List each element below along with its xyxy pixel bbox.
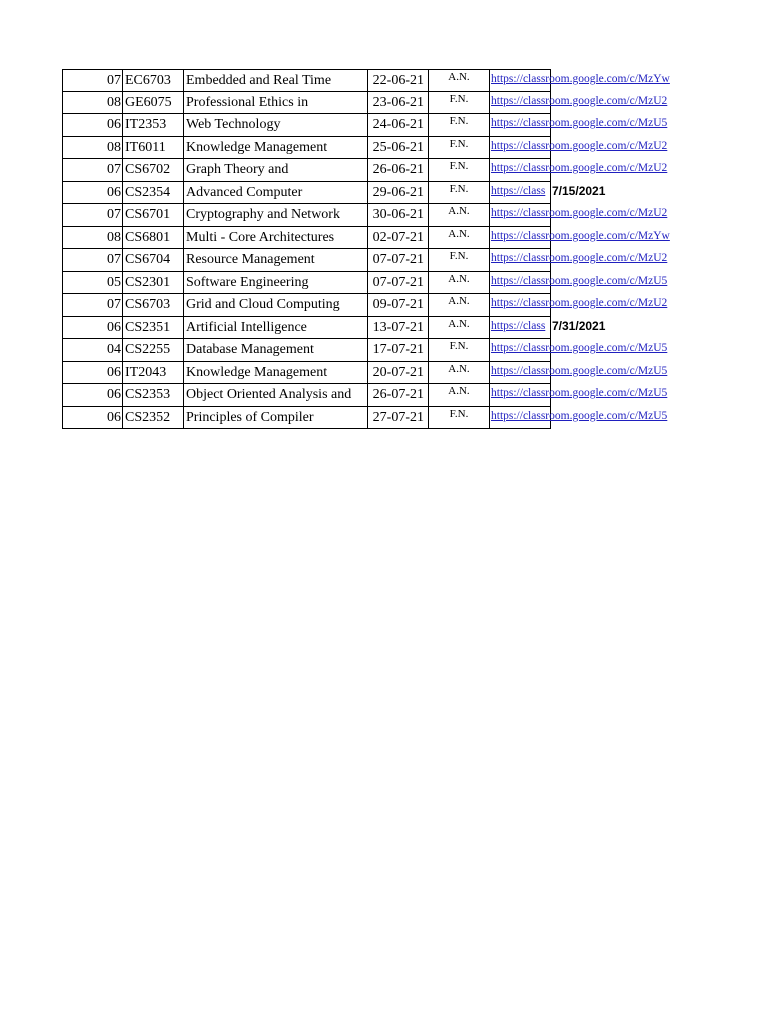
classroom-link[interactable]: https://classroom.google.com/c/MzYw bbox=[491, 229, 670, 242]
course-code-cell: CS6701 bbox=[123, 204, 184, 227]
classroom-link-cell bbox=[490, 114, 668, 137]
course-title-cell: Knowledge Management bbox=[184, 137, 368, 160]
due-date-overlay: 7/15/2021 bbox=[551, 182, 605, 201]
course-code-cell: EC6703 bbox=[123, 69, 184, 92]
classroom-link[interactable]: https://classroom.google.com/c/MzU5 bbox=[491, 117, 668, 129]
course-title-cell: Graph Theory and bbox=[184, 159, 368, 182]
course-code-cell: IT2043 bbox=[123, 362, 184, 385]
exam-date-cell: 20-07-21 bbox=[368, 362, 429, 385]
table-row bbox=[62, 204, 702, 227]
session-cell: F.N. bbox=[429, 159, 490, 182]
course-code-cell: CS6703 bbox=[123, 294, 184, 317]
semester-cell: 07 bbox=[62, 294, 123, 317]
semester-cell: 08 bbox=[62, 137, 123, 160]
table-row bbox=[62, 182, 702, 205]
classroom-link[interactable]: https://classroom.google.com/c/MzU2 bbox=[491, 94, 668, 107]
course-title-cell: Advanced Computer bbox=[184, 182, 368, 205]
classroom-link-cell bbox=[490, 182, 551, 205]
semester-cell: 06 bbox=[62, 362, 123, 385]
exam-date-cell: 26-07-21 bbox=[368, 384, 429, 407]
table-row bbox=[62, 384, 702, 407]
session-cell: A.N. bbox=[429, 272, 490, 295]
classroom-link[interactable]: https://classroom.google.com/c/MzU2 bbox=[491, 297, 668, 309]
course-code-cell: CS6801 bbox=[123, 227, 184, 250]
semester-cell: 07 bbox=[62, 204, 123, 227]
course-title-cell: Resource Management bbox=[184, 249, 368, 272]
session-cell: A.N. bbox=[429, 384, 490, 407]
classroom-link[interactable]: https://classroom.google.com/c/MzU5 bbox=[491, 364, 668, 377]
classroom-link[interactable]: https://classroom.google.com/c/MzU5 bbox=[491, 342, 668, 354]
classroom-link[interactable]: https://classroom.google.com/c/MzU5 bbox=[491, 409, 668, 422]
classroom-link-cell bbox=[490, 204, 668, 227]
exam-date-cell: 09-07-21 bbox=[368, 294, 429, 317]
semester-cell: 07 bbox=[62, 249, 123, 272]
exam-date-cell: 17-07-21 bbox=[368, 339, 429, 362]
semester-cell: 06 bbox=[62, 384, 123, 407]
course-title-cell: Principles of Compiler bbox=[184, 407, 368, 430]
session-cell: A.N. bbox=[429, 362, 490, 385]
exam-date-cell: 27-07-21 bbox=[368, 407, 429, 430]
semester-cell: 06 bbox=[62, 407, 123, 430]
course-code-cell: CS2351 bbox=[123, 317, 184, 340]
exam-date-cell: 07-07-21 bbox=[368, 249, 429, 272]
session-cell: F.N. bbox=[429, 249, 490, 272]
classroom-link-cell bbox=[490, 407, 668, 430]
course-title-cell: Embedded and Real Time bbox=[184, 69, 368, 92]
semester-cell: 04 bbox=[62, 339, 123, 362]
exam-date-cell: 22-06-21 bbox=[368, 69, 429, 92]
table-row bbox=[62, 159, 702, 182]
exam-schedule-table bbox=[62, 69, 702, 429]
exam-date-cell: 30-06-21 bbox=[368, 204, 429, 227]
classroom-link[interactable]: https://class bbox=[491, 184, 546, 197]
course-code-cell: CS2353 bbox=[123, 384, 184, 407]
exam-date-cell: 13-07-21 bbox=[368, 317, 429, 340]
classroom-link-cell bbox=[490, 384, 668, 407]
table-row bbox=[62, 92, 702, 115]
course-title-cell: Web Technology bbox=[184, 114, 368, 137]
course-code-cell: CS6702 bbox=[123, 159, 184, 182]
course-code-cell: CS2352 bbox=[123, 407, 184, 430]
classroom-link-cell bbox=[490, 294, 668, 317]
exam-date-cell: 25-06-21 bbox=[368, 137, 429, 160]
course-title-cell: Software Engineering bbox=[184, 272, 368, 295]
classroom-link-cell bbox=[490, 249, 668, 272]
semester-cell: 08 bbox=[62, 92, 123, 115]
exam-date-cell: 24-06-21 bbox=[368, 114, 429, 137]
session-cell: A.N. bbox=[429, 69, 490, 92]
table-row bbox=[62, 294, 702, 317]
session-cell: A.N. bbox=[429, 204, 490, 227]
classroom-link-cell bbox=[490, 159, 668, 182]
course-title-cell: Professional Ethics in bbox=[184, 92, 368, 115]
table-row bbox=[62, 249, 702, 272]
semester-cell: 07 bbox=[62, 69, 123, 92]
session-cell: F.N. bbox=[429, 339, 490, 362]
classroom-link-cell bbox=[490, 362, 668, 385]
course-title-cell: Grid and Cloud Computing bbox=[184, 294, 368, 317]
classroom-link[interactable]: https://classroom.google.com/c/MzU5 bbox=[491, 274, 668, 287]
exam-date-cell: 07-07-21 bbox=[368, 272, 429, 295]
table-row bbox=[62, 362, 702, 385]
session-cell: F.N. bbox=[429, 407, 490, 430]
exam-date-cell: 26-06-21 bbox=[368, 159, 429, 182]
course-code-cell: IT6011 bbox=[123, 137, 184, 160]
course-title-cell: Database Management bbox=[184, 339, 368, 362]
table-row bbox=[62, 407, 702, 430]
classroom-link[interactable]: https://classroom.google.com/c/MzU2 bbox=[491, 139, 668, 152]
classroom-link[interactable]: https://classroom.google.com/c/MzU2 bbox=[491, 252, 668, 264]
semester-cell: 06 bbox=[62, 114, 123, 137]
exam-date-cell: 23-06-21 bbox=[368, 92, 429, 115]
session-cell: A.N. bbox=[429, 227, 490, 250]
classroom-link[interactable]: https://class bbox=[491, 319, 546, 332]
session-cell: A.N. bbox=[429, 317, 490, 340]
classroom-link-cell bbox=[490, 339, 668, 362]
session-cell: F.N. bbox=[429, 92, 490, 115]
table-row bbox=[62, 317, 702, 340]
semester-cell: 06 bbox=[62, 182, 123, 205]
course-code-cell: CS2354 bbox=[123, 182, 184, 205]
exam-date-cell: 02-07-21 bbox=[368, 227, 429, 250]
semester-cell: 06 bbox=[62, 317, 123, 340]
course-code-cell: CS2255 bbox=[123, 339, 184, 362]
session-cell: A.N. bbox=[429, 294, 490, 317]
table-row bbox=[62, 272, 702, 295]
classroom-link-cell bbox=[490, 227, 670, 250]
course-code-cell: CS2301 bbox=[123, 272, 184, 295]
classroom-link-cell bbox=[490, 92, 668, 115]
table-row bbox=[62, 227, 702, 250]
course-title-cell: Artificial Intelligence bbox=[184, 317, 368, 340]
course-code-cell: IT2353 bbox=[123, 114, 184, 137]
classroom-link-cell bbox=[490, 137, 668, 160]
classroom-link[interactable]: https://classroom.google.com/c/MzYw bbox=[491, 73, 670, 85]
semester-cell: 07 bbox=[62, 159, 123, 182]
classroom-link-cell bbox=[490, 317, 551, 340]
classroom-link-cell bbox=[490, 69, 670, 92]
course-title-cell: Multi - Core Architectures bbox=[184, 227, 368, 250]
classroom-link-cell bbox=[490, 272, 668, 295]
session-cell: F.N. bbox=[429, 114, 490, 137]
course-title-cell: Object Oriented Analysis and bbox=[184, 384, 368, 407]
classroom-link[interactable]: https://classroom.google.com/c/MzU2 bbox=[491, 207, 668, 219]
session-cell: F.N. bbox=[429, 137, 490, 160]
table-row bbox=[62, 137, 702, 160]
semester-cell: 08 bbox=[62, 227, 123, 250]
exam-date-cell: 29-06-21 bbox=[368, 182, 429, 205]
table-row bbox=[62, 114, 702, 137]
session-cell: F.N. bbox=[429, 182, 490, 205]
due-date-overlay: 7/31/2021 bbox=[551, 317, 605, 336]
course-code-cell: CS6704 bbox=[123, 249, 184, 272]
course-title-cell: Knowledge Management bbox=[184, 362, 368, 385]
table-row bbox=[62, 69, 702, 92]
semester-cell: 05 bbox=[62, 272, 123, 295]
course-code-cell: GE6075 bbox=[123, 92, 184, 115]
course-title-cell: Cryptography and Network bbox=[184, 204, 368, 227]
classroom-link[interactable]: https://classroom.google.com/c/MzU5 bbox=[491, 387, 668, 399]
table-row bbox=[62, 339, 702, 362]
classroom-link[interactable]: https://classroom.google.com/c/MzU2 bbox=[491, 162, 668, 174]
